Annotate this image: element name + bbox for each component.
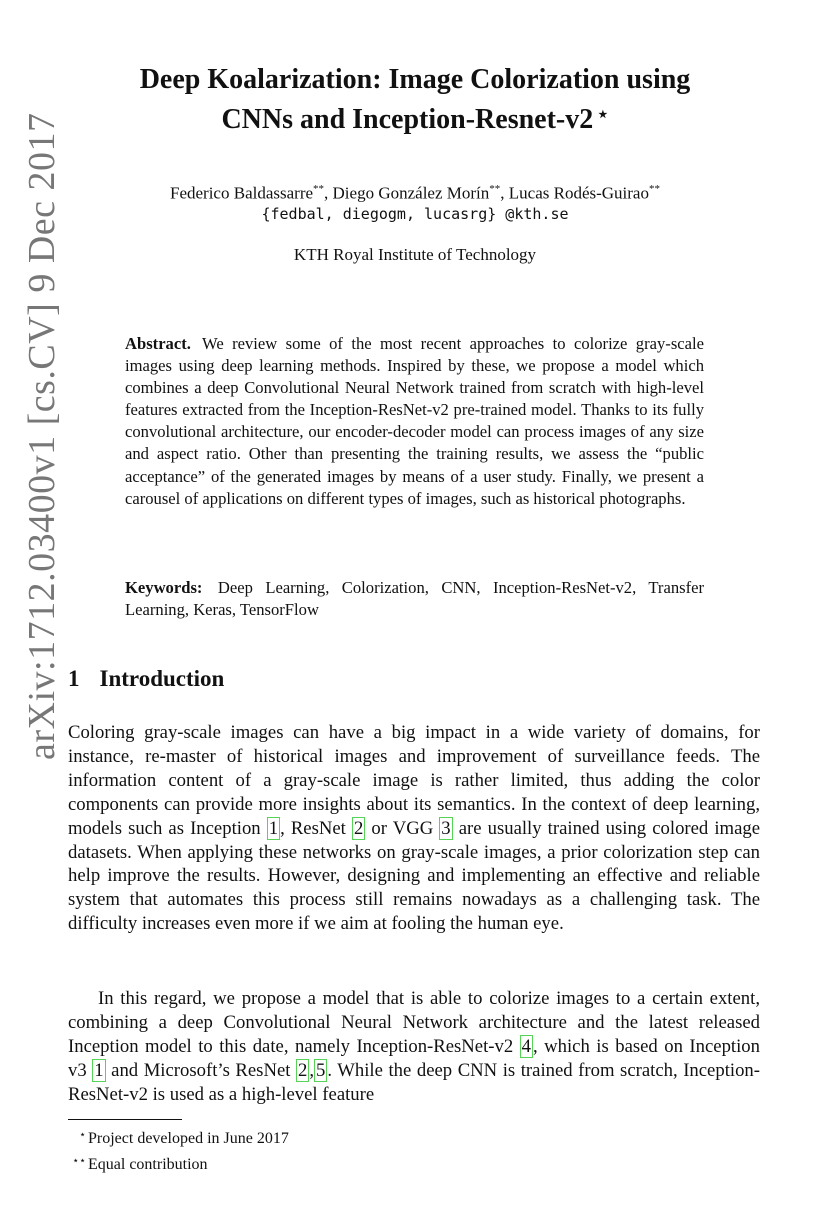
author-mark: ** <box>489 183 501 195</box>
paragraph-text: . While the deep CNN is trained from scratch, Inception-ResNet-v2 is used as a high-level feature <box>68 1059 760 1105</box>
citation-link[interactable]: 3 <box>441 817 451 839</box>
paragraph-text: Coloring gray-scale images can have a big impact in a wide variety of domains, for instance, re-master of historical images and improvement of surveillance feeds. The information content of a gray-scale image is rather limited, thus adding the color components can provide more insights about its semantics. In the context of deep learning, models such as Inception <box>68 722 760 839</box>
title-footnote-mark: ⋆ <box>597 104 609 124</box>
arxiv-identifier: arXiv:1712.03400v1 [cs.CV] 9 Dec 2017 <box>21 112 63 760</box>
section-heading <box>68 664 224 694</box>
author-mark: ** <box>313 183 325 195</box>
author-name: Diego González Morín <box>332 183 490 203</box>
footnote-item <box>68 1150 289 1176</box>
abstract-label: Abstract. <box>125 334 191 353</box>
paragraph-text: In this regard, we propose a model that is able to colorize images to a certain extent, combining a deep Convolutional Neural Network architecture and the latest released Inception model to this date, namely Inception-ResNet-v2 <box>68 988 760 1057</box>
affiliation: KTH Royal Institute of Technology <box>293 245 537 264</box>
author-name: Lucas Rodés-Guirao <box>508 183 649 203</box>
author-name: Federico Baldassarre <box>170 183 314 203</box>
citation-link[interactable]: 4 <box>521 1035 531 1057</box>
title-line-2: CNNs and Inception-Resnet-v2 <box>221 104 594 135</box>
citation-link[interactable]: 1 <box>268 817 279 839</box>
citation-link[interactable]: 2 <box>353 817 364 839</box>
paragraph-text: , ResNet <box>280 817 352 839</box>
abstract-text: We review some of the most recent approaches to colorize gray-scale images using deep learning methods. Inspired by these, we propose a model which combines a deep Convolutional Neural Network trained from scratch with high-level features extracted from the Inception-ResNet-v2 pre-trained model. Thanks to its fully convolutional architecture, our encoder-decoder model can process images of any size and aspect ratio. Other than presenting the training results, we assess the “public acceptance” of the generated images by means of a user study. Finally, we present a carousel of applications on different types of images, such as historical photographs. <box>125 334 704 508</box>
keywords <box>125 577 704 621</box>
intro-paragraph-1 <box>68 721 760 936</box>
footnote-text: Project developed in June 2017 <box>88 1130 289 1147</box>
intro-paragraph-2: In this regard, we propose a model that is able to colorize images to a certain extent, combining a deep Convolutional Neural Network architecture and the latest released Inception model to this date, namely Inception-ResNet-v2 4 , which is based on Inception v3 1 and Microsoft’s ResNet 2 , 5 . While the deep CNN is trained from scratch, Inception-ResNet-v2 is used as a high-level feature <box>68 988 760 1105</box>
keywords-text: Deep Learning, Colorization, CNN, Inception-ResNet-v2, Transfer Learning, Keras, TensorFlow <box>125 578 704 620</box>
author-mark: ** <box>648 183 660 195</box>
footnotes <box>68 1124 289 1176</box>
paragraph-text: are usually trained using colored image datasets. When applying these networks on gray-scale images, a prior colorization step can help improve the results. However, designing and implementing an effective and reliable system that automates this process still remains nowadays as a challenging task. The difficulty increases even more if we aim at fooling the human eye. <box>68 817 761 935</box>
section-number: 1 <box>68 666 80 691</box>
author-separator: , <box>324 183 333 203</box>
footnote-divider <box>68 1119 182 1120</box>
abstract <box>125 333 704 510</box>
paragraph-text: and Microsoft’s ResNet <box>105 1059 296 1081</box>
citation-link[interactable]: 5 <box>316 1059 326 1081</box>
citation-link[interactable]: 2 <box>298 1059 308 1081</box>
paragraph-text: , which is based on Inception v3 <box>68 1035 760 1081</box>
footnote-text: Equal contribution <box>88 1156 208 1173</box>
paragraph-text: or VGG <box>365 817 440 839</box>
author-emails: {fedbal, diegogm, lucasrg} @kth.se <box>261 205 569 223</box>
footnote-mark: ⋆⋆ <box>72 1155 86 1167</box>
keywords-label: Keywords: <box>125 578 203 597</box>
footnote-item <box>68 1124 289 1150</box>
title-line-1: Deep Koalarization: Image Colorization using <box>139 64 691 95</box>
footnote-mark: ⋆ <box>79 1129 86 1141</box>
paper-title <box>70 62 760 137</box>
citation-link[interactable]: 1 <box>94 1059 104 1081</box>
section-title: Introduction <box>99 666 225 691</box>
author-separator: , <box>500 183 509 203</box>
